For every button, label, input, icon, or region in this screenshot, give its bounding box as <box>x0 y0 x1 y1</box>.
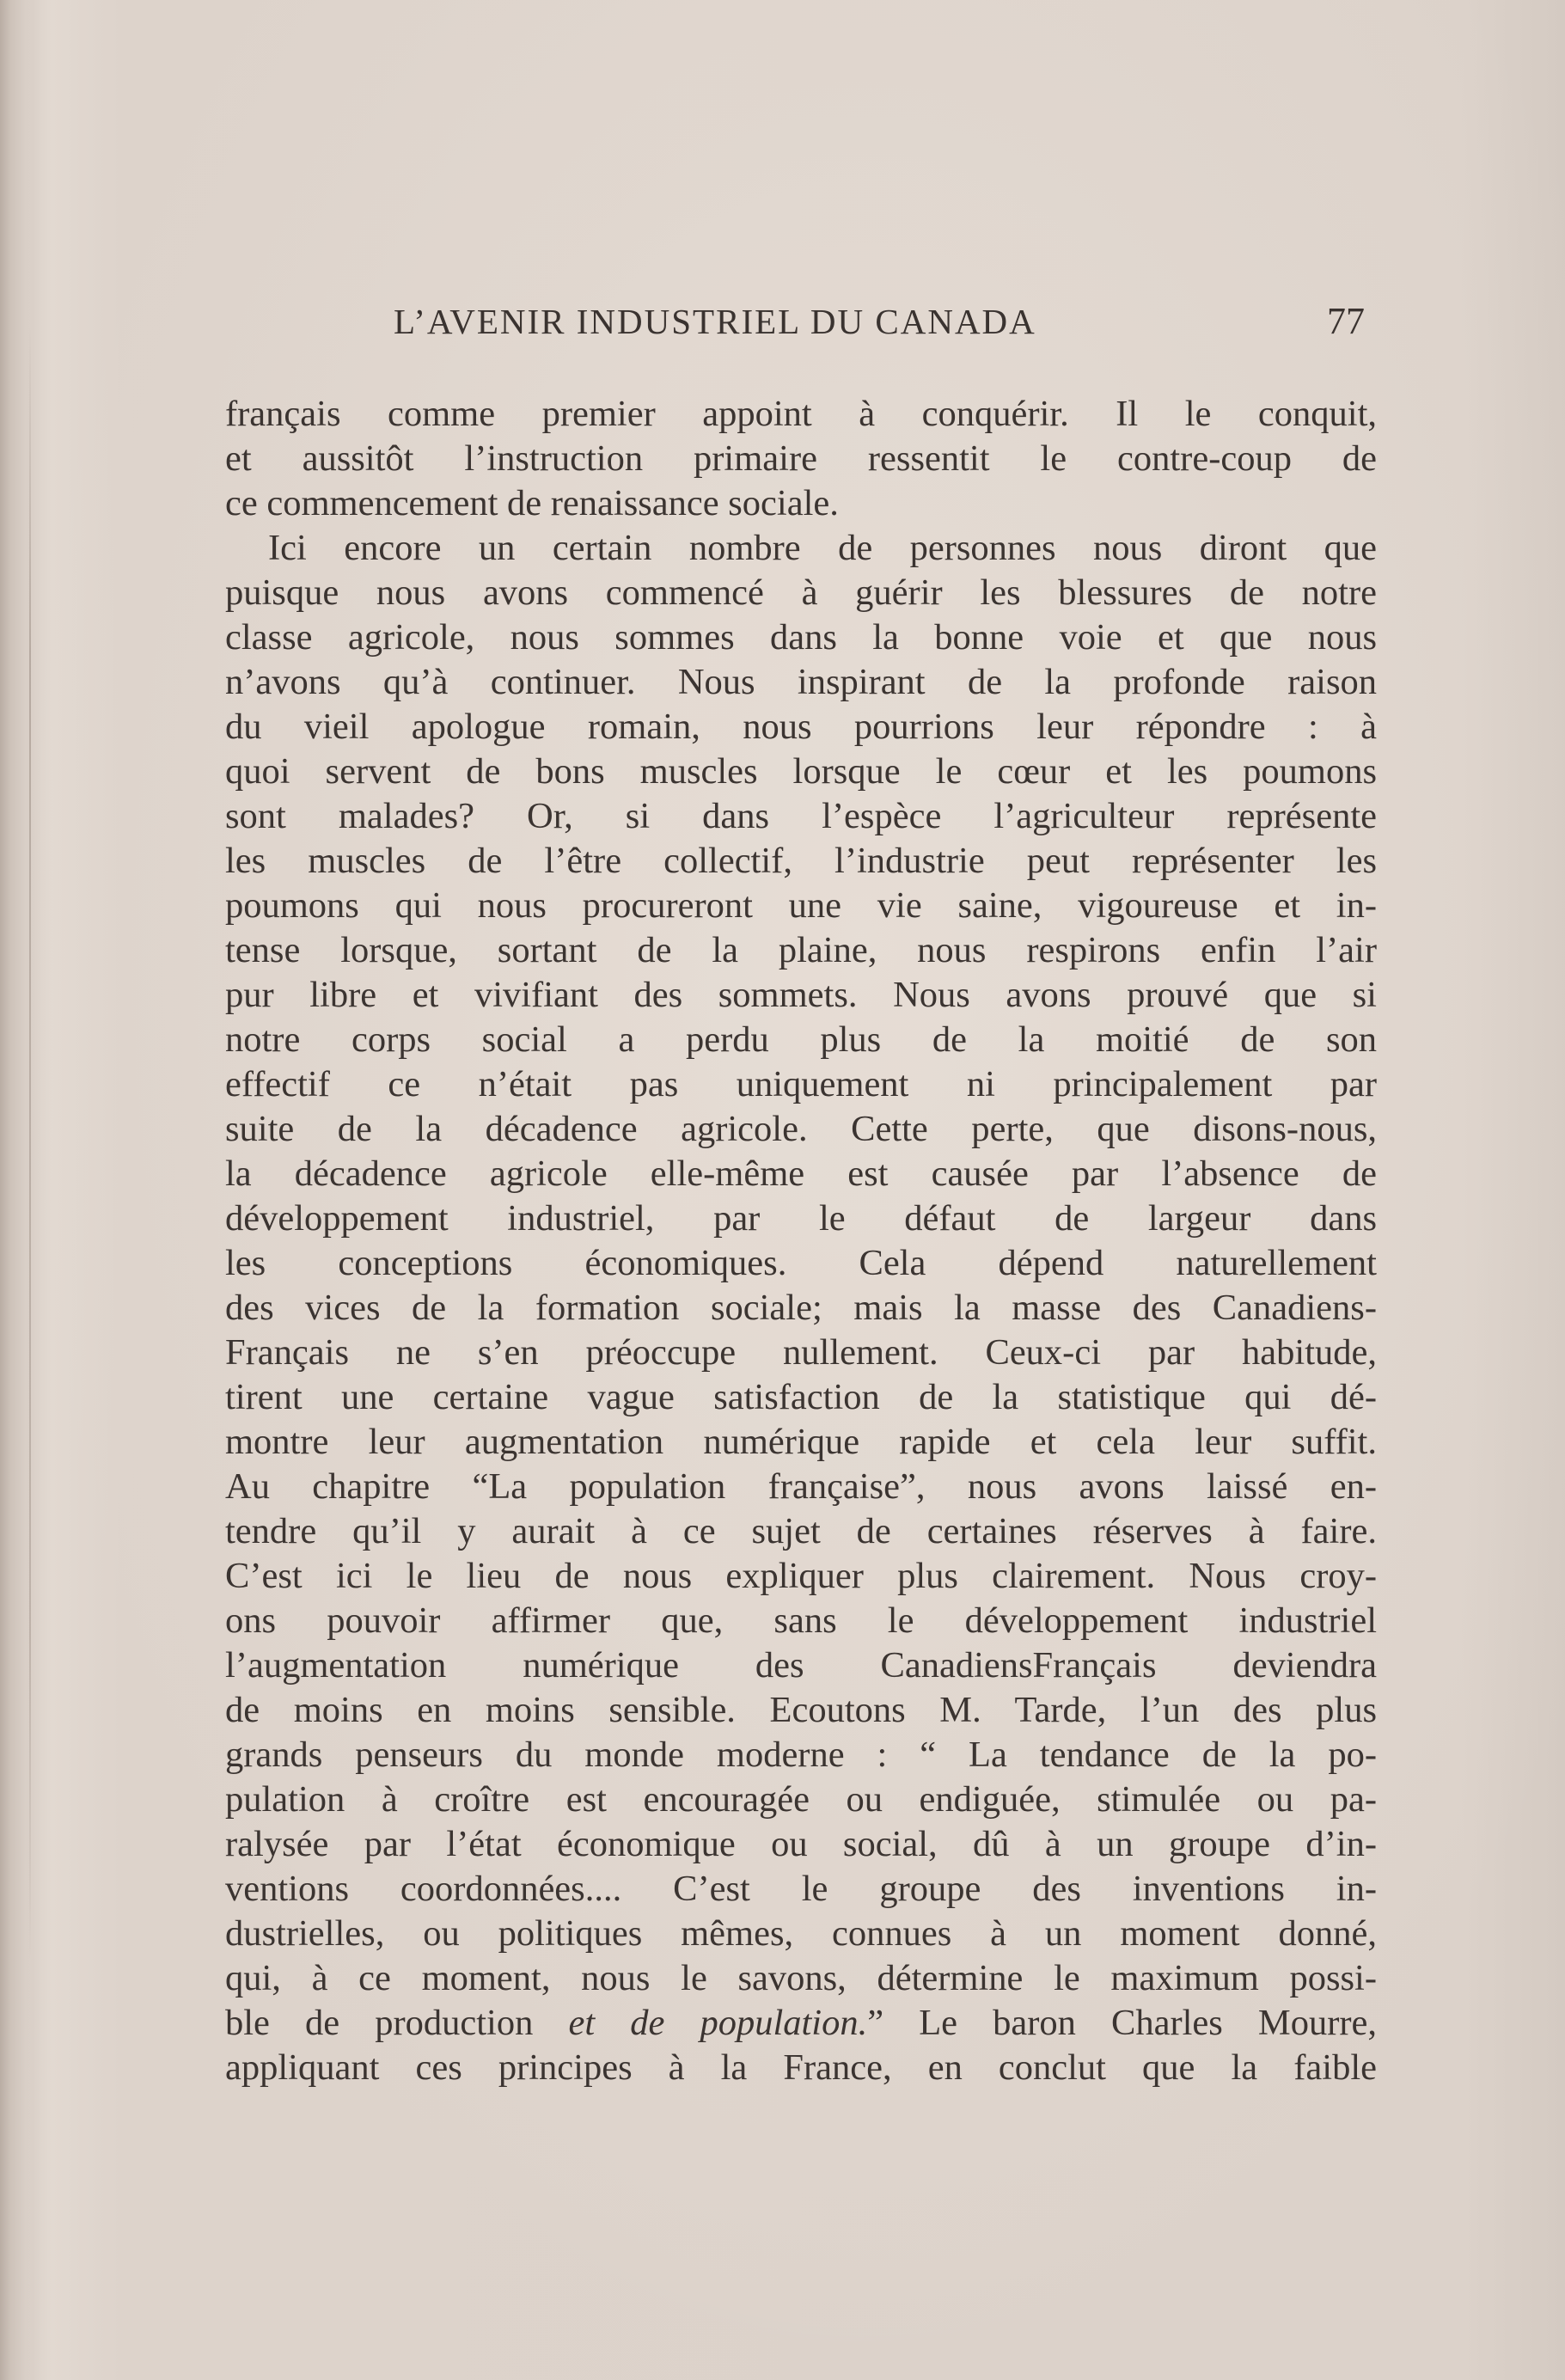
binding-crease <box>29 327 31 1960</box>
text-line: Au chapitre “La population française”, nous avons laissé en- <box>225 1466 1377 1507</box>
text-line: les conceptions économiques. Cela dépend naturellement <box>225 1243 1377 1283</box>
text-line: puisque nous avons commencé à guérir les blessures de notre <box>225 572 1377 613</box>
text-line: français comme premier appoint à conquérir. Il le conquit, <box>225 394 1377 434</box>
text-line: tendre qu’il y aurait à ce sujet de certaines réserves à faire. <box>225 1511 1377 1551</box>
text-line: C’est ici le lieu de nous expliquer plus clairement. Nous croy- <box>225 1556 1377 1596</box>
text-line: quoi servent de bons muscles lorsque le cœur et les poumons <box>225 751 1377 792</box>
text-line: l’augmentation numérique des CanadiensFrançais deviendra <box>225 1645 1377 1686</box>
text-line: qui, à ce moment, nous le savons, détermine le maximum possi- <box>225 1958 1377 1998</box>
page-binding-shadow <box>0 0 41 2380</box>
text-line: sont malades? Or, si dans l’espèce l’agriculteur représente <box>225 796 1377 836</box>
text-line: pulation à croître est encouragée ou endiguée, stimulée ou pa- <box>225 1779 1377 1820</box>
text-line: dustrielles, ou politiques mêmes, connues à un moment donné, <box>225 1913 1377 1954</box>
text-line: n’avons qu’à continuer. Nous inspirant de la profonde raison <box>225 662 1377 702</box>
text-line: et aussitôt l’instruction primaire ressentit le contre-coup de <box>225 438 1377 479</box>
italic-phrase: et de population. <box>568 2003 868 2043</box>
running-title: L’AVENIR INDUSTRIEL DU CANADA <box>394 302 1036 341</box>
text-line-italic-citation <box>225 2001 1377 2046</box>
text-run: ” Le baron Charles Mourre, <box>867 2003 1377 2043</box>
text-line: tirent une certaine vague satisfaction de la statistique qui dé- <box>225 1377 1377 1417</box>
text-line: tense lorsque, sortant de la plaine, nous respirons enfin l’air <box>225 930 1377 970</box>
text-line: ce commencement de renaissance sociale. <box>225 483 839 523</box>
text-line: du vieil apologue romain, nous pourrions leur répondre : à <box>225 707 1377 747</box>
text-line: des vices de la formation sociale; mais la masse des Canadiens- <box>225 1288 1377 1328</box>
page-header <box>394 292 1365 352</box>
page-number: 77 <box>1327 300 1365 342</box>
text-line: poumons qui nous procureront une vie saine, vigoureuse et in- <box>225 885 1377 926</box>
text-line: ventions coordonnées.... C’est le groupe des inventions in- <box>225 1869 1377 1909</box>
text-line: montre leur augmentation numérique rapide et cela leur suffit. <box>225 1422 1377 1462</box>
text-line: grands penseurs du monde moderne : “ La tendance de la po- <box>225 1735 1377 1775</box>
text-line: suite de la décadence agricole. Cette perte, que disons-nous, <box>225 1109 1377 1149</box>
text-run: ble de production <box>225 2003 569 2043</box>
text-line: ons pouvoir affirmer que, sans le développement industriel <box>225 1600 1377 1641</box>
body-text <box>225 392 1377 2094</box>
text-line: Français ne s’en préoccupe nullement. Ceux-ci par habitude, <box>225 1332 1377 1373</box>
text-line: classe agricole, nous sommes dans la bonne voie et que nous <box>225 617 1377 658</box>
text-line: les muscles de l’être collectif, l’industrie peut représenter les <box>225 841 1377 881</box>
text-line: de moins en moins sensible. Ecoutons M. Tarde, l’un des plus <box>225 1690 1377 1730</box>
text-line: pur libre et vivifiant des sommets. Nous avons prouvé que si <box>225 975 1377 1015</box>
text-line: effectif ce n’était pas uniquement ni principalement par <box>225 1064 1377 1104</box>
text-line: la décadence agricole elle-même est causée par l’absence de <box>225 1153 1377 1194</box>
text-line: Ici encore un certain nombre de personnes nous diront que <box>268 528 1377 568</box>
text-line: développement industriel, par le défaut de largeur dans <box>225 1198 1377 1239</box>
text-line: appliquant ces principes à la France, en conclut que la faible <box>225 2047 1377 2088</box>
text-line: ralysée par l’état économique ou social, dû à un groupe d’in- <box>225 1824 1377 1864</box>
text-line: notre corps social a perdu plus de la moitié de son <box>225 1019 1377 1060</box>
